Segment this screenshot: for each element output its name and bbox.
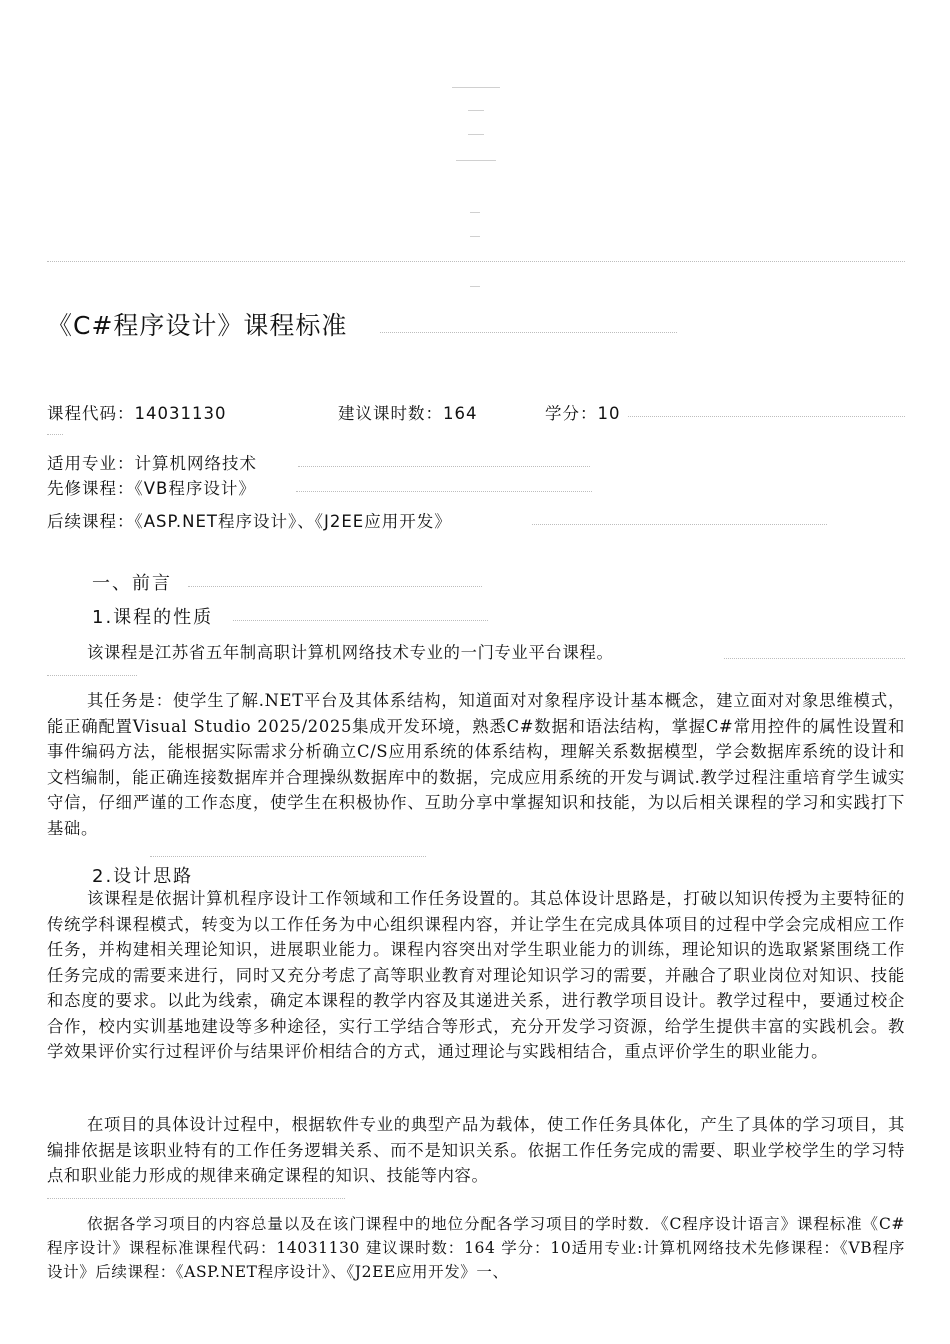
paragraph-project: 在项目的具体设计过程中，根据软件专业的典型产品为载体，使工作任务具体化，产生了具体的学习项目，其编排依据是该职业特有的工作任务逻辑关系、而不是知识关系。依据工作任务完成的需要、职业学校学生的学习特点和职业能力形成的规律来确定课程的知识、技能等内容。 [47, 1115, 905, 1185]
header-mark [468, 134, 484, 135]
course-code: 课程代码：14031130 [47, 404, 227, 423]
paragraph-nature: 该课程是江苏省五年制高职计算机网络技术专业的一门专业平台课程。 [87, 643, 614, 662]
meta-leader [296, 491, 592, 492]
paragraph-leader [47, 675, 137, 676]
course-credit: 学分：10 [545, 404, 621, 423]
meta-leader [47, 434, 63, 435]
meta-leader [532, 524, 827, 525]
header-mark [470, 286, 480, 287]
course-followup: 后续课程：《ASP.NET程序设计》、《J2EE应用开发》 [47, 512, 452, 531]
header-mark [452, 87, 500, 88]
course-major: 适用专业：计算机网络技术 [47, 454, 257, 473]
header-divider [47, 261, 905, 262]
meta-leader [298, 466, 590, 467]
course-hours: 建议课时数：164 [338, 404, 478, 423]
section-heading: 一、前言 [92, 573, 172, 594]
subsection-heading: 1.课程的性质 [92, 607, 214, 628]
paragraph-design: 该课程是依据计算机程序设计工作领域和工作任务设置的。其总体设计思路是，打破以知识传授为主要特征的传统学科课程模式，转变为以工作任务为中心组织课程内容，并让学生在完成具体项目的过程中学会完成相应工作任务，并构建相关理论知识，进展职业能力。课程内容突出对学生职业能力的训练，理论知识的选取紧紧围绕工作任务完成的需要来进行，同时又充分考虑了高等职业教育对理论知识学习的需要，并融合了职业岗位对知识、技能和态度的要求。以此为线索，确定本课程的教学内容及其递进关系，进行教学项目设计。教学过程中，要通过校企合作，校内实训基地建设等多种途径，实行工学结合等形式，充分开发学习资源，给学生提供丰富的实践机会。教学效果评价实行过程评价与结果评价相结合的方式，通过理论与实践相结合，重点评价学生的职业能力。 [47, 889, 905, 1061]
header-mark [470, 236, 480, 237]
paragraph-leader [47, 1198, 345, 1199]
heading-leader [188, 586, 482, 587]
title-leader [380, 332, 677, 333]
paragraph-leader [150, 856, 426, 857]
header-mark [456, 160, 496, 161]
header-mark [468, 110, 484, 111]
course-prereq: 先修课程：《VB程序设计》 [47, 479, 256, 498]
page-title: 《C#程序设计》课程标准 [47, 311, 348, 340]
paragraph-hours: 依据各学习项目的内容总量以及在该门课程中的地位分配各学习项目的学时数．《C程序设计语言》课程标准《C#程序设计》课程标准课程代码：14031130 建议课时数：164 学分：10适用专业:计算机网络技术先修课程：《VB程序设计》后续课程：《ASP.NET程序设计》、《J2EE应用开发》一、 [47, 1215, 905, 1281]
subsection-heading: 2.设计思路 [92, 866, 194, 887]
heading-leader [233, 620, 488, 621]
meta-leader [628, 416, 905, 417]
header-mark [470, 212, 480, 213]
paragraph-tasks: 其任务是：使学生了解.NET平台及其体系结构，知道面对对象程序设计基本概念，建立面对对象思维模式，能正确配置Visual Studio 2025/2025集成开发环境，熟悉C#数据和语法结构，掌握C#常用控件的属性设置和事件编码方法，能根据实际需求分析确立C/S应用系统的体系结构，理解关系数据模型，学会数据库系统的设计和文档编制，能正确连接数据库并合理操纵数据库中的数据，完成应用系统的开发与调试.教学过程注重培育学生诚实守信，仔细严谨的工作态度，使学生在积极协作、互助分享中掌握知识和技能，为以后相关课程的学习和实践打下基础。 [47, 691, 905, 838]
paragraph-leader [724, 658, 905, 659]
